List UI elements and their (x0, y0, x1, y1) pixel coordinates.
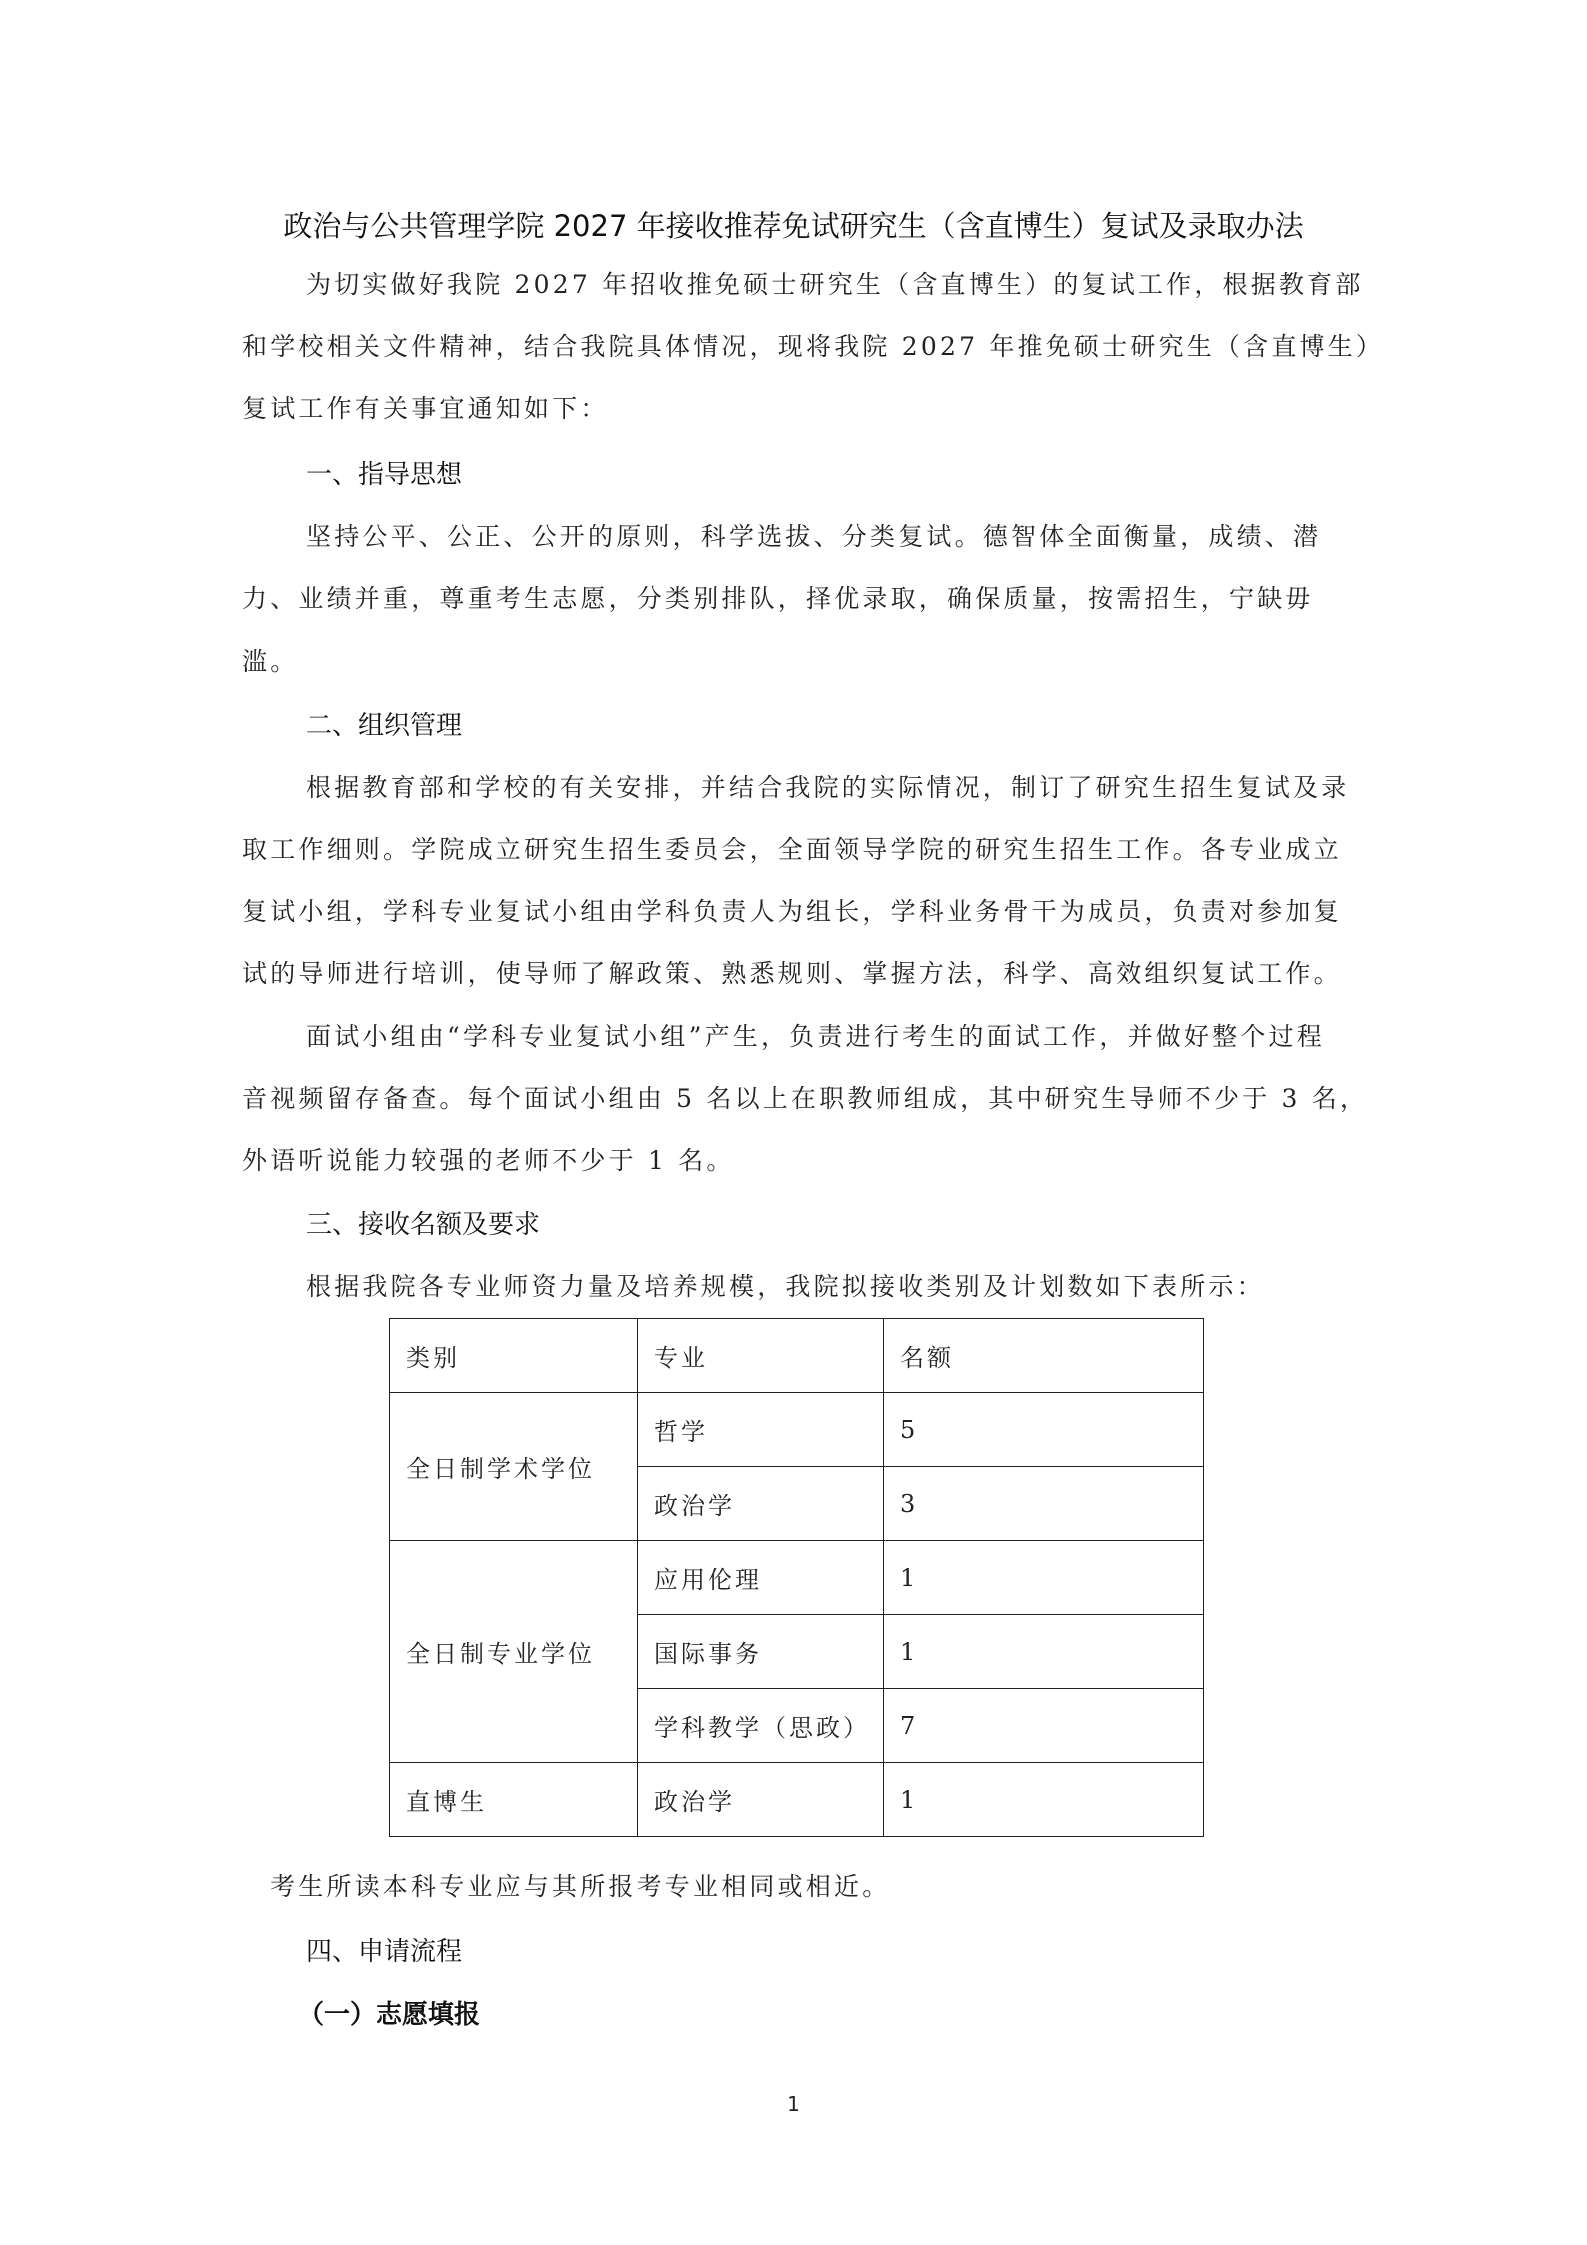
major-cell: 哲学 (638, 1393, 884, 1467)
section-4-heading: 四、申请流程 (306, 1937, 463, 1967)
category-cell: 全日制专业学位 (390, 1541, 638, 1763)
major-cell: 学科教学（思政） (638, 1689, 884, 1763)
intro-line-2: 和学校相关文件精神，结合我院具体情况，现将我院 2027 年推免硕士研究生（含直博生） (242, 332, 1385, 361)
header-quota: 名额 (884, 1319, 1204, 1393)
sec3-lead: 根据我院各专业师资力量及培养规模，我院拟接收类别及计划数如下表所示： (306, 1272, 1265, 1301)
quota-cell: 5 (884, 1393, 1204, 1467)
document-title: 政治与公共管理学院 2027 年接收推荐免试研究生（含直博生）复试及录取办法 (283, 209, 1304, 243)
header-major: 专业 (638, 1319, 884, 1393)
quota-cell: 1 (884, 1763, 1204, 1837)
category-cell: 全日制学术学位 (390, 1393, 638, 1541)
sec2-p2-line-1: 面试小组由“学科专业复试小组”产生，负责进行考生的面试工作，并做好整个过程 (306, 1022, 1325, 1051)
table-header-row (390, 1319, 1204, 1393)
sec1-line-3: 滥。 (242, 647, 299, 676)
quota-cell: 1 (884, 1541, 1204, 1615)
intro-line-1: 为切实做好我院 2027 年招收推免硕士研究生（含直博生）的复试工作，根据教育部 (306, 270, 1364, 299)
sec3-note: 考生所读本科专业应与其所报考专业相同或相近。 (270, 1872, 891, 1901)
section-1-heading: 一、指导思想 (306, 460, 463, 490)
quota-cell: 7 (884, 1689, 1204, 1763)
sec2-p1-line-4: 试的导师进行培训，使导师了解政策、熟悉规则、掌握方法，科学、高效组织复试工作。 (242, 959, 1342, 988)
sec2-p1-line-3: 复试小组，学科专业复试小组由学科负责人为组长，学科业务骨干为成员，负责对参加复 (242, 897, 1342, 926)
intro-line-3: 复试工作有关事宜通知如下： (242, 394, 609, 423)
table-row (390, 1393, 1204, 1467)
sec2-p1-line-1: 根据教育部和学校的有关安排，并结合我院的实际情况，制订了研究生招生复试及录 (306, 773, 1350, 802)
quota-cell: 1 (884, 1615, 1204, 1689)
sec2-p2-line-2: 音视频留存备查。每个面试小组由 5 名以上在职教师组成，其中研究生导师不少于 3 名， (242, 1084, 1369, 1113)
table-row (390, 1763, 1204, 1837)
category-cell: 直博生 (390, 1763, 638, 1837)
section-2-heading: 二、组织管理 (306, 711, 463, 741)
sec1-line-2: 力、业绩并重，尊重考生志愿，分类别排队，择优录取，确保质量，按需招生，宁缺毋 (242, 584, 1314, 613)
quota-table (389, 1318, 1204, 1837)
quota-cell: 3 (884, 1467, 1204, 1541)
sec1-line-1: 坚持公平、公正、公开的原则，科学选拔、分类复试。德智体全面衡量，成绩、潜 (306, 522, 1322, 551)
page-number: 1 (787, 2092, 800, 2116)
major-cell: 政治学 (638, 1467, 884, 1541)
section-3-heading: 三、接收名额及要求 (306, 1210, 541, 1240)
sec2-p2-line-3: 外语听说能力较强的老师不少于 1 名。 (242, 1146, 735, 1175)
major-cell: 国际事务 (638, 1615, 884, 1689)
section-4-sub-1: （一）志愿填报 (298, 2000, 481, 2030)
sec2-p1-line-2: 取工作细则。学院成立研究生招生委员会，全面领导学院的研究生招生工作。各专业成立 (242, 835, 1342, 864)
table-row (390, 1541, 1204, 1615)
major-cell: 应用伦理 (638, 1541, 884, 1615)
header-category: 类别 (390, 1319, 638, 1393)
major-cell: 政治学 (638, 1763, 884, 1837)
